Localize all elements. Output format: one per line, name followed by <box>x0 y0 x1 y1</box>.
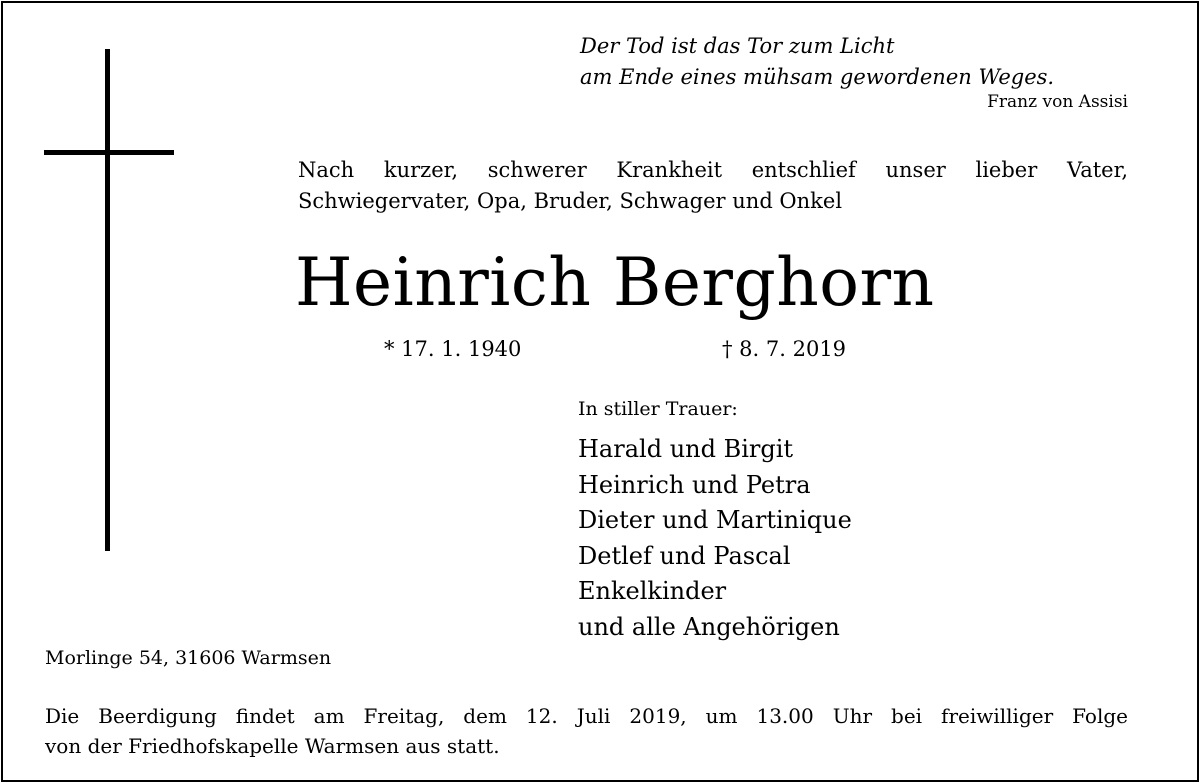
intro-line-2: Schwiegervater, Opa, Bruder, Schwager und Onkel <box>298 189 843 213</box>
deceased-name: Heinrich Berghorn <box>295 244 935 321</box>
cross-vertical-bar <box>105 49 110 551</box>
intro-text <box>298 155 1128 217</box>
list-item: Enkelkinder <box>578 577 727 605</box>
cross-horizontal-bar <box>44 150 174 155</box>
mourning-label: In stiller Trauer: <box>578 398 738 420</box>
funeral-line-1: Die Beerdigung findet am Freitag, dem 12. Juli 2019, um 13.00 Uhr bei freiwilliger Folge <box>45 704 1128 728</box>
list-item: Harald und Birgit <box>578 435 794 463</box>
list-item: und alle Angehörigen <box>578 612 840 641</box>
birth-date: * 17. 1. 1940 <box>384 337 522 361</box>
funeral-line-2: von der Friedhofskapelle Warmsen aus statt. <box>45 734 500 758</box>
list-item: Dieter und Martinique <box>578 506 852 534</box>
quote <box>580 31 1140 93</box>
address: Morlinge 54, 31606 Warmsen <box>45 647 332 669</box>
quote-author: Franz von Assisi <box>987 92 1128 112</box>
mourners-list <box>578 432 852 645</box>
death-date: † 8. 7. 2019 <box>722 337 847 361</box>
intro-line-1: Nach kurzer, schwerer Krankheit entschlief unser lieber Vater, <box>298 158 1128 182</box>
list-item: Detlef und Pascal <box>578 541 791 570</box>
list-item: Heinrich und Petra <box>578 470 811 499</box>
quote-line-2: am Ende eines mühsam gewordenen Weges. <box>580 65 1055 89</box>
funeral-notice <box>45 701 1128 761</box>
quote-line-1: Der Tod ist das Tor zum Licht <box>580 34 895 58</box>
